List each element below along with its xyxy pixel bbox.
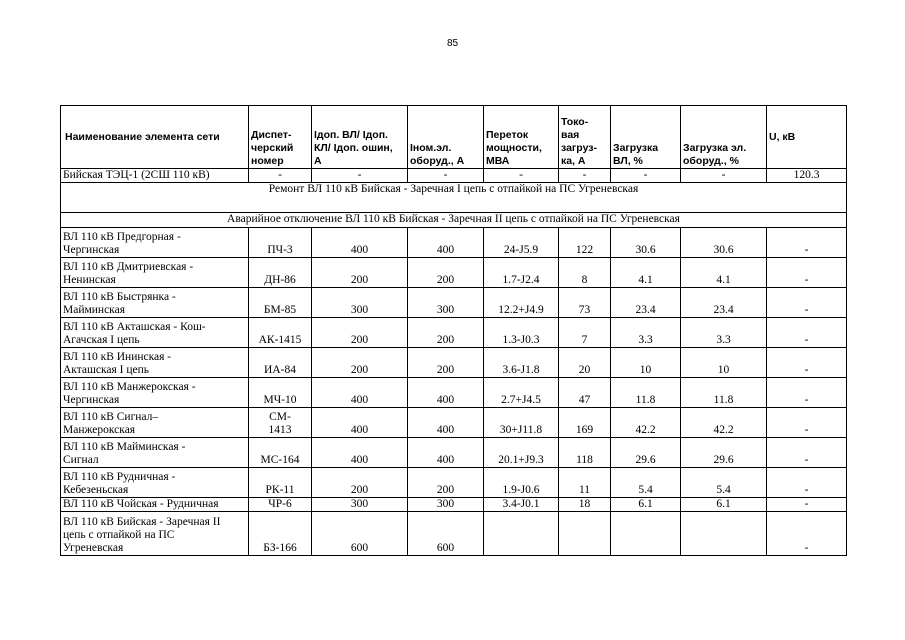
cell-element-name: ВЛ 110 кВ Предгорная - Чергинская	[61, 228, 249, 258]
cell-voltage: -	[767, 318, 847, 348]
bus-row	[61, 169, 847, 183]
cell-line-load: 4.1	[611, 258, 681, 288]
table-row	[61, 318, 847, 348]
cell-nominal-current: 400	[408, 228, 484, 258]
cell-element-name: ВЛ 110 кВ Акташская - Кош- Агачская I цепь	[61, 318, 249, 348]
cell-dispatch-number: ДН-86	[249, 258, 312, 288]
cell-line-load: 10	[611, 348, 681, 378]
table-row	[61, 258, 847, 288]
cell-nominal-current: 200	[408, 258, 484, 288]
header-current-load: Токо- вая загруз- ка, А	[559, 106, 611, 169]
cell-equipment-load	[681, 512, 767, 556]
header-element-name: Наименование элемента сети	[61, 106, 249, 169]
table-cell: -	[681, 169, 767, 183]
table-cell: -	[408, 169, 484, 183]
cell-nominal-current: 600	[408, 512, 484, 556]
cell-line-load: 42.2	[611, 408, 681, 438]
cell-element-name: ВЛ 110 кВ Сигнал– Манжерокская	[61, 408, 249, 438]
cell-line-load: 30.6	[611, 228, 681, 258]
cell-allowed-current: 400	[312, 408, 408, 438]
cell-voltage: -	[767, 378, 847, 408]
cell-voltage: -	[767, 408, 847, 438]
cell-element-name: ВЛ 110 кВ Бийская - Заречная II цепь с отпайкой на ПС Угреневская	[61, 512, 249, 556]
cell-equipment-load: 6.1	[681, 498, 767, 512]
cell-current-load: 18	[559, 498, 611, 512]
cell-line-load: 23.4	[611, 288, 681, 318]
cell-line-load: 6.1	[611, 498, 681, 512]
header-row	[61, 106, 847, 169]
cell-power-flow: 30+J11.8	[484, 408, 559, 438]
header-nominal-current: Iном.эл. оборуд., А	[408, 106, 484, 169]
cell-voltage: -	[767, 498, 847, 512]
cell-equipment-load: 5.4	[681, 468, 767, 498]
cell-nominal-current: 200	[408, 318, 484, 348]
cell-voltage: -	[767, 468, 847, 498]
header-power-flow: Переток мощности, МВА	[484, 106, 559, 169]
cell-dispatch-number: ЧР-6	[249, 498, 312, 512]
table-row	[61, 378, 847, 408]
cell-allowed-current: 300	[312, 288, 408, 318]
cell-nominal-current: 400	[408, 438, 484, 468]
header-voltage: U, кВ	[767, 106, 847, 169]
cell-line-load: 5.4	[611, 468, 681, 498]
cell-power-flow: 12.2+J4.9	[484, 288, 559, 318]
cell-current-load: 118	[559, 438, 611, 468]
section-emergency-title: Аварийное отключение ВЛ 110 кВ Бийская - Заречная II цепь с отпайкой на ПС Угреневская	[61, 213, 847, 228]
cell-nominal-current: 200	[408, 348, 484, 378]
cell-current-load: 7	[559, 318, 611, 348]
table-row	[61, 288, 847, 318]
cell-voltage: -	[767, 258, 847, 288]
cell-voltage: -	[767, 438, 847, 468]
cell-power-flow: 1.9-J0.6	[484, 468, 559, 498]
table-cell: -	[611, 169, 681, 183]
header-dispatch-number: Диспет- черский номер	[249, 106, 312, 169]
cell-dispatch-number: ПЧ-3	[249, 228, 312, 258]
cell-dispatch-number: ИА-84	[249, 348, 312, 378]
cell-equipment-load: 42.2	[681, 408, 767, 438]
cell-power-flow: 3.4-J0.1	[484, 498, 559, 512]
table-row	[61, 408, 847, 438]
table-cell: -	[312, 169, 408, 183]
cell-current-load: 8	[559, 258, 611, 288]
cell-power-flow: 1.7-J2.4	[484, 258, 559, 288]
cell-element-name: ВЛ 110 кВ Майминская - Сигнал	[61, 438, 249, 468]
cell-voltage: -	[767, 512, 847, 556]
cell-dispatch-number: БМ-85	[249, 288, 312, 318]
table-cell: -	[484, 169, 559, 183]
cell-allowed-current: 200	[312, 348, 408, 378]
cell-element-name: ВЛ 110 кВ Манжерокская - Чергинская	[61, 378, 249, 408]
cell-equipment-load: 11.8	[681, 378, 767, 408]
cell-line-load: 11.8	[611, 378, 681, 408]
cell-allowed-current: 400	[312, 378, 408, 408]
cell-dispatch-number: МЧ-10	[249, 378, 312, 408]
cell-element-name: ВЛ 110 кВ Дмитриевская - Ненинская	[61, 258, 249, 288]
cell-dispatch-number: БЗ-166	[249, 512, 312, 556]
table-cell: -	[559, 169, 611, 183]
cell-equipment-load: 4.1	[681, 258, 767, 288]
bus-name: Бийская ТЭЦ-1 (2СШ 110 кВ)	[61, 169, 249, 183]
cell-element-name: ВЛ 110 кВ Рудничная - Кебезеньская	[61, 468, 249, 498]
cell-equipment-load: 10	[681, 348, 767, 378]
cell-element-name: ВЛ 110 кВ Ининская - Акташская I цепь	[61, 348, 249, 378]
cell-allowed-current: 600	[312, 512, 408, 556]
cell-allowed-current: 200	[312, 318, 408, 348]
cell-power-flow: 1.3-J0.3	[484, 318, 559, 348]
table-row	[61, 228, 847, 258]
cell-dispatch-number: МС-164	[249, 438, 312, 468]
cell-nominal-current: 400	[408, 378, 484, 408]
cell-power-flow	[484, 512, 559, 556]
cell-equipment-load: 3.3	[681, 318, 767, 348]
cell-allowed-current: 400	[312, 228, 408, 258]
section-emergency-row	[61, 213, 847, 228]
cell-current-load: 11	[559, 468, 611, 498]
cell-nominal-current: 300	[408, 288, 484, 318]
cell-voltage: -	[767, 228, 847, 258]
cell-voltage: -	[767, 348, 847, 378]
section-repair-row	[61, 183, 847, 213]
table-row	[61, 438, 847, 468]
cell-allowed-current: 400	[312, 438, 408, 468]
cell-current-load: 47	[559, 378, 611, 408]
cell-equipment-load: 30.6	[681, 228, 767, 258]
cell-nominal-current: 400	[408, 408, 484, 438]
cell-line-load	[611, 512, 681, 556]
cell-element-name: ВЛ 110 кВ Чойская - Рудничная	[61, 498, 249, 512]
table-row	[61, 348, 847, 378]
table-row	[61, 512, 847, 556]
cell-line-load: 29.6	[611, 438, 681, 468]
cell-dispatch-number: АК-1415	[249, 318, 312, 348]
header-equipment-load: Загрузка эл. оборуд., %	[681, 106, 767, 169]
cell-power-flow: 3.6-J1.8	[484, 348, 559, 378]
cell-dispatch-number: РК-11	[249, 468, 312, 498]
table-row	[61, 468, 847, 498]
cell-voltage: -	[767, 288, 847, 318]
table-cell: -	[249, 169, 312, 183]
table-row	[61, 498, 847, 512]
page-number: 85	[446, 38, 459, 49]
cell-current-load: 122	[559, 228, 611, 258]
cell-allowed-current: 200	[312, 258, 408, 288]
cell-line-load: 3.3	[611, 318, 681, 348]
cell-equipment-load: 29.6	[681, 438, 767, 468]
cell-allowed-current: 300	[312, 498, 408, 512]
cell-current-load	[559, 512, 611, 556]
cell-power-flow: 24-J5.9	[484, 228, 559, 258]
cell-current-load: 20	[559, 348, 611, 378]
cell-dispatch-number: СМ- 1413	[249, 408, 312, 438]
header-allowed-current: Iдоп. ВЛ/ Iдоп. КЛ/ Iдоп. ошин, А	[312, 106, 408, 169]
cell-allowed-current: 200	[312, 468, 408, 498]
cell-power-flow: 20.1+J9.3	[484, 438, 559, 468]
cell-power-flow: 2.7+J4.5	[484, 378, 559, 408]
cell-current-load: 169	[559, 408, 611, 438]
cell-equipment-load: 23.4	[681, 288, 767, 318]
cell-nominal-current: 300	[408, 498, 484, 512]
bus-voltage: 120.3	[767, 169, 847, 183]
section-repair-title: Ремонт ВЛ 110 кВ Бийская - Заречная I цепь с отпайкой на ПС Угреневская	[61, 183, 847, 213]
header-line-load: Загрузка ВЛ, %	[611, 106, 681, 169]
cell-nominal-current: 200	[408, 468, 484, 498]
cell-current-load: 73	[559, 288, 611, 318]
load-table	[60, 105, 847, 556]
cell-element-name: ВЛ 110 кВ Быстрянка - Майминская	[61, 288, 249, 318]
